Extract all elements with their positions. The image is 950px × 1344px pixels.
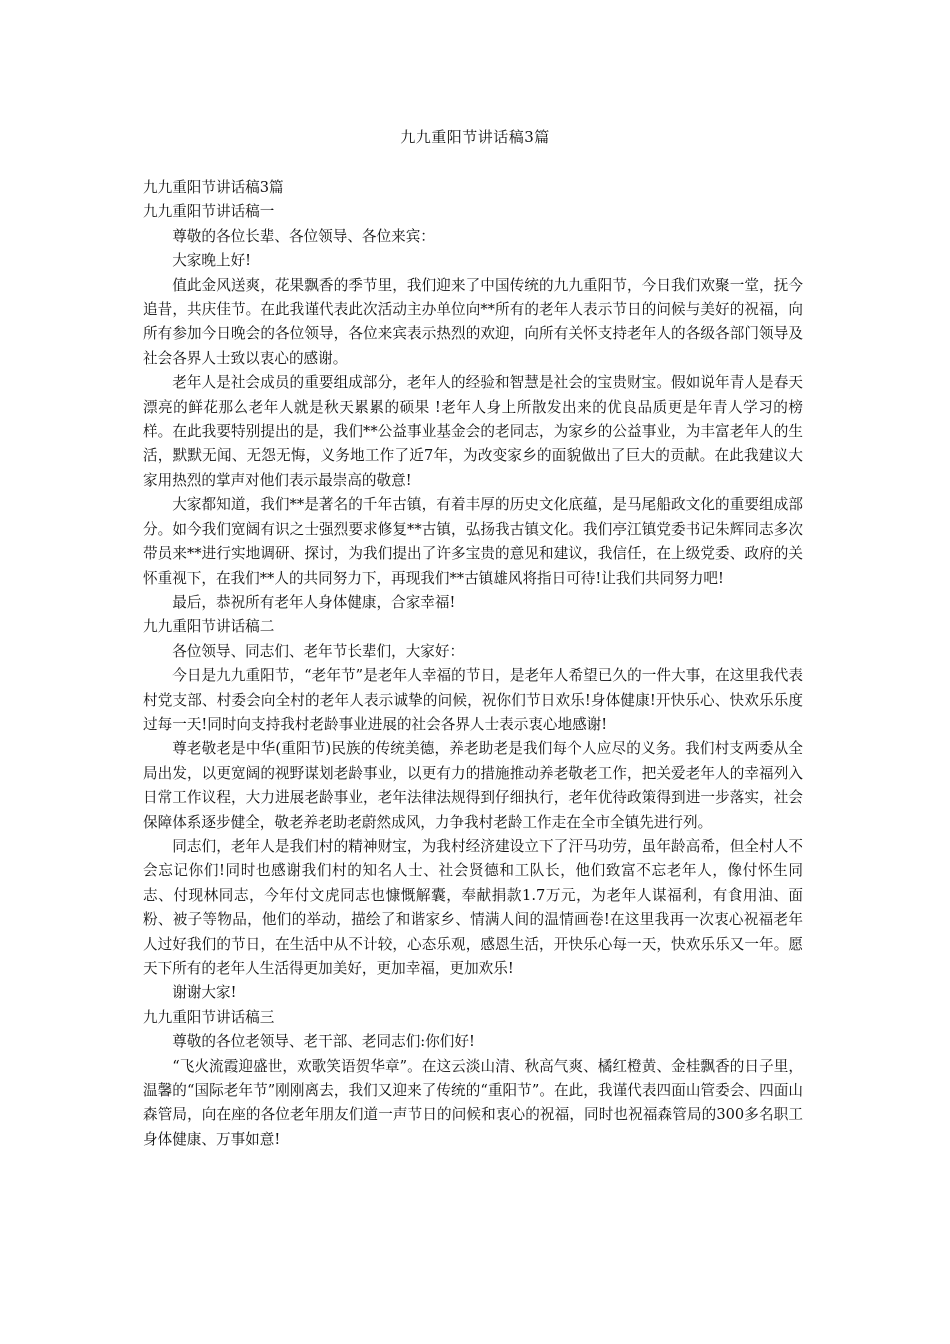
body-paragraph: 大家晚上好! bbox=[172, 252, 252, 270]
section-heading: 九九重阳节讲话稿二 bbox=[143, 618, 275, 636]
body-paragraph: 老年人是社会成员的重要组成部分，老年人的经验和智慧是社会的宝贵财宝。假如说年青人是春天漂亮的鲜花那么老年人就是秋天累累的硕果 !老年人身上所散发出来的优良品质更是年青人学习的榜样。在此我要特别提出的是，我们**公益事业基金会的老同志，为家乡的公益事业，为丰富老年人的生活，默默无闻、无怨无悔，义务地工作了近7年，为改变家乡的面貌做出了巨大的贡献。在此我建议大家用热烈的掌声对他们表示最崇高的敬意! bbox=[143, 374, 803, 489]
body-paragraph: 值此金风送爽，花果飘香的季节里，我们迎来了中国传统的九九重阳节，今日我们欢聚一堂，抚今追昔，共庆佳节。在此我谨代表此次活动主办单位向**所有的老年人表示节日的问候与美好的祝福，向所有参加今日晚会的各位领导，各位来宾表示热烈的欢迎，向所有关怀支持老年人的各级各部门领导及社会各界人士致以衷心的感谢。 bbox=[143, 276, 803, 367]
section-heading: 九九重阳节讲话稿三 bbox=[143, 1008, 275, 1026]
body-paragraph: 尊敬的各位长辈、各位领导、各位来宾： bbox=[172, 227, 435, 245]
body-paragraph: 最后，恭祝所有老年人身体健康，合家幸福! bbox=[172, 593, 456, 611]
body-paragraph: 各位领导、同志们、老年节长辈们，大家好： bbox=[172, 642, 465, 660]
document-body bbox=[143, 176, 803, 1152]
body-paragraph: 同志们，老年人是我们村的精神财宝，为我村经济建设立下了汗马功劳，虽年龄高希，但全村人不会忘记你们!同时也感谢我们村的知名人士、社会贤德和工队长，他们致富不忘老年人，像付怀生同志、付现林同志，今年付文虎同志也慷慨解囊，奉献捐款1.7万元，为老年人谋福利，有食用油、面粉、被子等物品，他们的举动，描绘了和谐家乡、情满人间的温情画卷!在这里我再一次衷心祝福老年人过好我们的节日，在生活中从不计较，心态乐观，感恩生活，开快乐心每一天，快欢乐乐又一年。愿天下所有的老年人生活得更加美好，更加幸福，更加欢乐! bbox=[143, 837, 803, 977]
body-paragraph: “飞火流霞迎盛世，欢歌笑语贺华章”。在这云淡山清、秋高气爽、橘红橙黄、金桂飘香的日子里，温馨的“国际老年节”刚刚离去，我们又迎来了传统的“重阳节”。在此，我谨代表四面山管委会、四面山森管局，向在座的各位老年朋友们道一声节日的问候和衷心的祝福，同时也祝福森管局的300多名职工身体健康、万事如意! bbox=[143, 1057, 803, 1148]
document-title: 九九重阳节讲话稿3篇 bbox=[400, 128, 550, 146]
body-paragraph: 大家都知道，我们**是著名的千年古镇，有着丰厚的历史文化底蕴，是马尾船政文化的重要组成部分。如今我们宽阔有识之士强烈要求修复**古镇，弘扬我古镇文化。我们亭江镇党委书记朱辉同志多次带员来**进行实地调研、探讨，为我们提出了许多宝贵的意见和建议，我信任，在上级党委、政府的关怀重视下，在我们**人的共同努力下，再现我们**古镇雄风将指日可待!让我们共同努力吧! bbox=[143, 496, 803, 587]
section-heading: 九九重阳节讲话稿3篇 bbox=[143, 179, 284, 196]
section-heading: 九九重阳节讲话稿一 bbox=[143, 203, 275, 221]
body-paragraph: 谢谢大家! bbox=[172, 984, 237, 1002]
body-paragraph: 今日是九九重阳节，“老年节”是老年人幸福的节日，是老年人希望已久的一件大事，在这里我代表村党支部、村委会向全村的老年人表示诚挚的问候，祝你们节日欢乐!身体健康!开快乐心、快欢乐乐度过每一天!同时向支持我村老龄事业进展的社会各界人士表示衷心地感谢! bbox=[143, 667, 803, 733]
body-paragraph: 尊敬的各位老领导、老干部、老同志们:你们好! bbox=[172, 1033, 475, 1051]
body-paragraph: 尊老敬老是中华(重阳节)民族的传统美德，养老助老是我们每个人应尽的义务。我们村支两委从全局出发，以更宽阔的视野谋划老龄事业，以更有力的措施推动养老敬老工作，把关爱老年人的幸福列入日常工作议程，大力进展老龄事业，老年法律法规得到仔细执行，老年优待政策得到进一步落实，社会保障体系逐步健全，敬老养老助老蔚然成风，力争我村老龄工作走在全市全镇先进行列。 bbox=[143, 740, 803, 831]
